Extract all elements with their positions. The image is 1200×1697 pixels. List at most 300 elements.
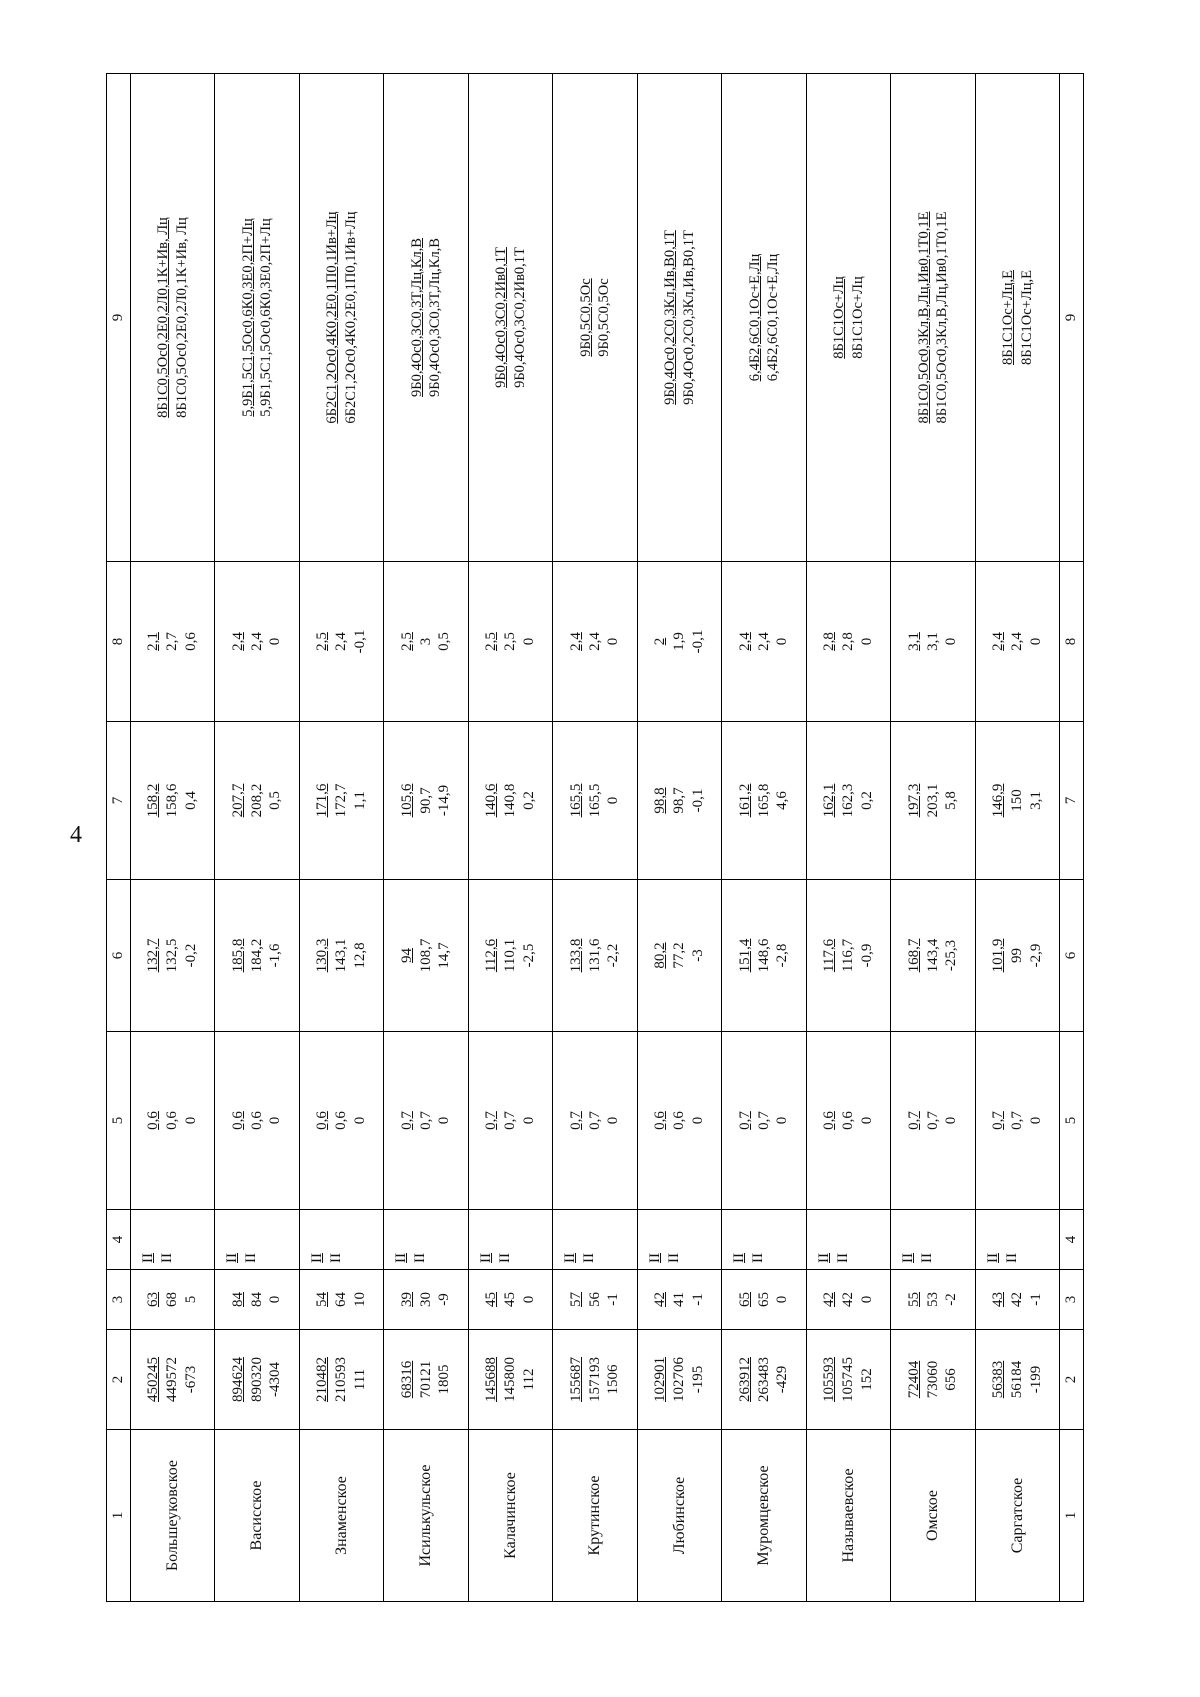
cell-c7 xyxy=(806,722,891,880)
cell-c6 xyxy=(384,880,469,1032)
cell-value: 6,4Б2,6С0,1Ос+Е,Лц xyxy=(746,253,763,382)
cell-value: 140,8 xyxy=(502,783,519,818)
cell-c2 xyxy=(722,1330,807,1430)
cell-value: -1 xyxy=(1027,1293,1044,1306)
cell-c4 xyxy=(215,1210,300,1270)
cell-value: 0 xyxy=(774,1116,791,1125)
cell-value: II xyxy=(731,1253,748,1263)
cell-value: II xyxy=(412,1253,428,1263)
district-name: Васисское xyxy=(215,1430,300,1602)
cell-c3 xyxy=(299,1270,384,1330)
cell-c2 xyxy=(891,1330,976,1430)
cell-c5 xyxy=(130,1032,215,1210)
cell-value: 30 xyxy=(417,1292,434,1307)
cell-value: 43 xyxy=(990,1292,1007,1307)
cell-value: 2,5 xyxy=(483,632,500,651)
cell-c5 xyxy=(299,1032,384,1210)
cell-value: 8Б1С1Ос+Лц,Е xyxy=(1000,270,1017,365)
cell-value: 8Б1С1Ос+Лц,Е xyxy=(1018,270,1035,365)
cell-value: 162,3 xyxy=(840,783,857,818)
cell-value: 197,3 xyxy=(905,783,922,818)
cell-value: 0,6 xyxy=(652,1111,669,1130)
cell-value: 0 xyxy=(182,1116,199,1125)
cell-value: 152 xyxy=(858,1368,875,1391)
cell-c3 xyxy=(468,1270,553,1330)
cell-value: -2 xyxy=(943,1293,960,1306)
cell-c9 xyxy=(975,74,1060,562)
cell-value: 162,1 xyxy=(821,783,838,818)
table-row xyxy=(975,74,1060,1602)
cell-value: 158,2 xyxy=(145,783,162,818)
cell-c4 xyxy=(468,1210,553,1270)
cell-value: 0,7 xyxy=(502,1111,519,1130)
cell-value: 0,6 xyxy=(821,1111,838,1130)
cell-value: -2,9 xyxy=(1027,943,1044,968)
cell-value: 208,2 xyxy=(248,783,265,818)
cell-value: 105,6 xyxy=(398,783,415,818)
footer-cell: 4 xyxy=(1060,1210,1084,1270)
cell-value: 0,6 xyxy=(229,1111,246,1130)
cell-value: 3,1 xyxy=(905,632,922,651)
cell-value: 145688 xyxy=(483,1357,500,1402)
cell-c7 xyxy=(891,722,976,880)
cell-value: 8Б1С1Ос+Лц xyxy=(831,276,848,359)
district-name: Крутинское xyxy=(553,1430,638,1602)
cell-value: 2,4 xyxy=(567,632,584,651)
cell-value: 155687 xyxy=(567,1357,584,1402)
cell-value: 110,1 xyxy=(502,938,519,973)
cell-value: 0,7 xyxy=(755,1111,772,1130)
cell-value: II xyxy=(224,1253,241,1263)
cell-c4 xyxy=(299,1210,384,1270)
cell-c8 xyxy=(722,562,807,722)
cell-value: 0,5 xyxy=(267,791,284,810)
cell-c6 xyxy=(722,880,807,1032)
cell-c2 xyxy=(975,1330,1060,1430)
cell-value: 56383 xyxy=(990,1360,1007,1399)
cell-value: 2,4 xyxy=(586,632,603,651)
cell-value: 210482 xyxy=(314,1357,331,1402)
cell-value: 0 xyxy=(774,637,791,646)
district-name: Омское xyxy=(891,1430,976,1602)
cell-value: 263483 xyxy=(755,1357,772,1402)
cell-value: 45 xyxy=(502,1292,519,1307)
cell-value: 0,7 xyxy=(483,1111,500,1130)
cell-c4 xyxy=(384,1210,469,1270)
cell-value: 72404 xyxy=(905,1360,922,1399)
cell-value: 2,4 xyxy=(248,632,265,651)
cell-c4 xyxy=(553,1210,638,1270)
cell-value: 2,1 xyxy=(145,632,162,651)
cell-c7 xyxy=(975,722,1060,880)
cell-value: 5,9Б1,5С1,5Ос0,6К0,3Е0,2П+Лц xyxy=(258,218,274,417)
cell-value: -1,6 xyxy=(267,943,284,968)
cell-value: -1 xyxy=(689,1293,706,1306)
cell-value: -9 xyxy=(436,1293,453,1306)
cell-value: 151,4 xyxy=(736,938,753,973)
cell-value: 68316 xyxy=(398,1360,415,1399)
cell-value: 84 xyxy=(248,1292,265,1307)
cell-value: -0,9 xyxy=(858,943,875,968)
cell-value: 0 xyxy=(605,637,622,646)
cell-value: -4304 xyxy=(267,1362,284,1397)
cell-value: 0 xyxy=(351,1116,368,1125)
cell-value: 56184 xyxy=(1009,1360,1026,1399)
cell-value: 9Б0,4Ос0,3С0,3Т,Лц,Кл,В xyxy=(408,238,425,397)
cell-value: 42 xyxy=(840,1292,857,1307)
cell-c5 xyxy=(891,1032,976,1210)
cell-value: II xyxy=(1003,1253,1020,1263)
cell-c5 xyxy=(384,1032,469,1210)
cell-c9 xyxy=(891,74,976,562)
cell-value: 0 xyxy=(1027,1116,1044,1125)
cell-value: -14,9 xyxy=(436,784,453,817)
table-row xyxy=(299,74,384,1602)
cell-value: II xyxy=(562,1253,579,1263)
header-cell: 7 xyxy=(107,722,131,880)
cell-value: 9Б0,4Ос0,2С0,3Кл,Ив,В0,1Т xyxy=(680,230,697,405)
cell-value: 9Б0,4Ос0,2С0,3Кл,Ив,В0,1Т xyxy=(662,230,679,405)
cell-value: -0,1 xyxy=(689,788,706,813)
cell-value: 132,5 xyxy=(164,938,181,973)
cell-value: 105593 xyxy=(821,1357,838,1402)
cell-value: 0 xyxy=(858,1295,875,1304)
cell-value: 1,9 xyxy=(671,632,688,651)
cell-value: 2,4 xyxy=(755,632,772,651)
cell-value: 0,2 xyxy=(520,791,537,810)
cell-c4 xyxy=(722,1210,807,1270)
cell-value: 80,2 xyxy=(652,942,669,969)
cell-value: 42 xyxy=(1009,1292,1026,1307)
cell-value: II xyxy=(646,1253,663,1263)
cell-value: II xyxy=(834,1253,851,1263)
footer-cell: 1 xyxy=(1060,1430,1084,1602)
cell-value: 9Б0,5С0,5Ос xyxy=(577,278,594,357)
cell-value: -195 xyxy=(689,1365,706,1394)
cell-value: 1805 xyxy=(436,1364,453,1395)
cell-value: 108,7 xyxy=(417,938,434,973)
district-name: Большеуковское xyxy=(130,1430,215,1602)
cell-c5 xyxy=(553,1032,638,1210)
table-row xyxy=(215,74,300,1602)
cell-value: 5 xyxy=(182,1295,199,1304)
cell-value: 8Б1С0,5Ос0,3Кл,В,Лц,Ив0,1Т0,1Е xyxy=(934,211,950,424)
cell-c6 xyxy=(215,880,300,1032)
cell-value: -2,5 xyxy=(520,943,537,968)
cell-value: 0 xyxy=(1027,637,1044,646)
cell-value: 0,6 xyxy=(314,1111,331,1130)
cell-c2 xyxy=(637,1330,722,1430)
cell-value: 133,8 xyxy=(567,938,584,973)
cell-value: 9Б0,4Ос0,3С0,3Т,Лц,Кл,В xyxy=(427,238,443,397)
cell-c8 xyxy=(468,562,553,722)
header-cell: 3 xyxy=(107,1270,131,1330)
footer-cell: 5 xyxy=(1060,1032,1084,1210)
cell-value: -0,1 xyxy=(689,629,706,654)
cell-value: 5,8 xyxy=(943,791,960,810)
cell-value: 185,8 xyxy=(229,938,246,973)
cell-value: II xyxy=(815,1253,832,1263)
footer-cell: 8 xyxy=(1060,562,1084,722)
footer-cell: 9 xyxy=(1060,74,1084,562)
cell-value: II xyxy=(900,1253,917,1263)
cell-value: 0 xyxy=(520,1295,537,1304)
header-cell: 2 xyxy=(107,1330,131,1430)
cell-value: 64 xyxy=(333,1292,350,1307)
cell-value: 0 xyxy=(267,1295,284,1304)
cell-c5 xyxy=(975,1032,1060,1210)
cell-value: -199 xyxy=(1027,1365,1044,1394)
cell-value: 98,7 xyxy=(671,787,688,814)
cell-value: 165,5 xyxy=(567,783,584,818)
cell-value: 56 xyxy=(586,1292,603,1307)
cell-value: 263912 xyxy=(736,1357,753,1402)
cell-value: 111 xyxy=(351,1368,368,1391)
cell-c6 xyxy=(637,880,722,1032)
cell-value: 42 xyxy=(652,1292,669,1307)
cell-value: II xyxy=(139,1253,156,1263)
cell-value: 55 xyxy=(905,1292,922,1307)
cell-c8 xyxy=(215,562,300,722)
cell-value: 65 xyxy=(736,1292,753,1307)
footer-cell: 7 xyxy=(1060,722,1084,880)
cell-value: 6,4Б2,6С0,1Ос+Е,Лц xyxy=(765,253,781,382)
cell-c3 xyxy=(806,1270,891,1330)
cell-c6 xyxy=(130,880,215,1032)
cell-value: 8Б1С0,5Ос0,3Кл,В,Лц,Ив0,1Т0,1Е xyxy=(915,211,932,424)
cell-c9 xyxy=(637,74,722,562)
table-row xyxy=(384,74,469,1602)
cell-value: 3 xyxy=(417,637,434,646)
cell-value: 12,8 xyxy=(351,942,368,969)
cell-value: 0,7 xyxy=(905,1111,922,1130)
cell-value: 168,7 xyxy=(905,938,922,973)
cell-value: 8Б1С0,5Ос0,2Е0,2Л0,1К+Ив, Лц xyxy=(155,217,172,418)
header-cell: 9 xyxy=(107,74,131,562)
district-name: Муромцевское xyxy=(722,1430,807,1602)
cell-value: 10 xyxy=(351,1292,368,1307)
cell-value: 0,7 xyxy=(990,1111,1007,1130)
cell-c3 xyxy=(891,1270,976,1330)
cell-c3 xyxy=(637,1270,722,1330)
cell-c5 xyxy=(215,1032,300,1210)
cell-c2 xyxy=(553,1330,638,1430)
cell-value: II xyxy=(665,1253,682,1263)
footer-cell: 2 xyxy=(1060,1330,1084,1430)
cell-value: 98,8 xyxy=(652,787,669,814)
cell-c6 xyxy=(806,880,891,1032)
cell-value: 0 xyxy=(436,1116,453,1125)
cell-value: 8Б1С0,5Ос0,2Е0,2Л0,1К+Ив, Лц xyxy=(173,217,190,418)
cell-c2 xyxy=(215,1330,300,1430)
cell-value: 102901 xyxy=(652,1357,669,1402)
cell-c6 xyxy=(553,880,638,1032)
cell-c6 xyxy=(299,880,384,1032)
cell-value: 449572 xyxy=(164,1357,181,1402)
cell-c4 xyxy=(130,1210,215,1270)
cell-value: 1,1 xyxy=(351,791,368,810)
cell-c9 xyxy=(806,74,891,562)
district-name: Саргатское xyxy=(975,1430,1060,1602)
header-cell: 4 xyxy=(107,1210,131,1270)
cell-value: 4,6 xyxy=(774,791,791,810)
cell-c6 xyxy=(891,880,976,1032)
cell-value: 172,7 xyxy=(333,783,350,818)
cell-c9 xyxy=(468,74,553,562)
cell-value: 90,7 xyxy=(417,787,434,814)
cell-value: 203,1 xyxy=(924,783,941,818)
cell-c8 xyxy=(637,562,722,722)
cell-c7 xyxy=(130,722,215,880)
cell-c3 xyxy=(722,1270,807,1330)
cell-c5 xyxy=(722,1032,807,1210)
cell-c2 xyxy=(384,1330,469,1430)
cell-value: 130,3 xyxy=(314,938,331,973)
cell-c7 xyxy=(215,722,300,880)
cell-c4 xyxy=(637,1210,722,1270)
footer-cell: 6 xyxy=(1060,880,1084,1032)
cell-value: 0,6 xyxy=(164,1111,181,1130)
district-name: Знаменское xyxy=(299,1430,384,1602)
cell-value: 0 xyxy=(774,1295,791,1304)
rotated-table-container xyxy=(106,74,1084,1602)
cell-c8 xyxy=(553,562,638,722)
cell-value: 0,6 xyxy=(333,1111,350,1130)
cell-value: -2,2 xyxy=(605,943,622,968)
cell-value: -0,2 xyxy=(182,943,199,968)
cell-c3 xyxy=(975,1270,1060,1330)
cell-value: 14,7 xyxy=(436,942,453,969)
cell-value: 101,9 xyxy=(990,938,1007,973)
cell-value: 0 xyxy=(605,1116,622,1125)
cell-value: 450245 xyxy=(145,1357,162,1402)
cell-value: 9Б0,4Ос0,3С0,2Ив0,1Т xyxy=(493,247,510,388)
cell-value: II xyxy=(327,1253,344,1263)
cell-c2 xyxy=(468,1330,553,1430)
cell-value: 2,5 xyxy=(314,632,331,651)
cell-value: 57 xyxy=(567,1292,584,1307)
cell-value: 2,8 xyxy=(840,632,857,651)
cell-c5 xyxy=(468,1032,553,1210)
cell-value: 3,1 xyxy=(924,632,941,651)
cell-value: -3 xyxy=(689,949,706,962)
cell-value: 0,7 xyxy=(398,1111,415,1130)
cell-c9 xyxy=(299,74,384,562)
cell-value: 0,6 xyxy=(145,1111,162,1130)
cell-value: 150 xyxy=(1009,789,1026,812)
cell-c5 xyxy=(637,1032,722,1210)
cell-value: 70121 xyxy=(417,1360,434,1399)
cell-value: 1506 xyxy=(605,1364,622,1395)
table-row xyxy=(806,74,891,1602)
cell-value: 210593 xyxy=(333,1357,350,1402)
cell-value: II xyxy=(581,1253,597,1263)
cell-value: 99 xyxy=(1009,948,1026,963)
header-cell: 5 xyxy=(107,1032,131,1210)
cell-value: 0,7 xyxy=(586,1111,603,1130)
district-name: Любинское xyxy=(637,1430,722,1602)
cell-c7 xyxy=(299,722,384,880)
cell-c6 xyxy=(468,880,553,1032)
cell-c2 xyxy=(130,1330,215,1430)
cell-value: 102706 xyxy=(671,1357,688,1402)
cell-value: 84 xyxy=(229,1292,246,1307)
cell-value: 0,5 xyxy=(436,632,453,651)
cell-value: 9Б0,5С0,5Ос xyxy=(596,278,612,357)
cell-c7 xyxy=(722,722,807,880)
cell-value: 132,7 xyxy=(145,938,162,973)
cell-value: -25,3 xyxy=(943,939,960,972)
cell-c7 xyxy=(384,722,469,880)
cell-value: II xyxy=(496,1253,513,1263)
cell-value: 148,6 xyxy=(755,938,772,973)
cell-value: -429 xyxy=(774,1365,791,1394)
cell-value: 0 xyxy=(943,1116,960,1125)
cell-value: 2,5 xyxy=(398,632,415,651)
cell-value: 2,4 xyxy=(333,632,350,651)
cell-value: 112 xyxy=(520,1368,537,1391)
cell-value: 0,7 xyxy=(1009,1111,1026,1130)
cell-value: -0,1 xyxy=(351,629,368,654)
cell-value: 42 xyxy=(821,1292,838,1307)
cell-value: 158,6 xyxy=(164,783,181,818)
cell-c3 xyxy=(384,1270,469,1330)
cell-value: 0 xyxy=(267,637,284,646)
cell-value: 54 xyxy=(314,1292,331,1307)
cell-c9 xyxy=(130,74,215,562)
header-cell: 8 xyxy=(107,562,131,722)
cell-value: 0 xyxy=(520,1116,537,1125)
cell-value: 0,2 xyxy=(858,791,875,810)
cell-c8 xyxy=(299,562,384,722)
cell-value: -1 xyxy=(605,1293,622,1306)
cell-value: 656 xyxy=(943,1368,960,1391)
cell-value: 0,7 xyxy=(567,1111,584,1130)
cell-value: 146,9 xyxy=(990,783,1007,818)
cell-value: 117,6 xyxy=(821,938,838,973)
cell-value: 63 xyxy=(145,1292,162,1307)
cell-value: 0,6 xyxy=(840,1111,857,1130)
cell-c2 xyxy=(299,1330,384,1430)
cell-value: 68 xyxy=(164,1292,181,1307)
cell-value: 165,8 xyxy=(755,783,772,818)
cell-c4 xyxy=(891,1210,976,1270)
cell-value: 2,4 xyxy=(229,632,246,651)
header-cell: 6 xyxy=(107,880,131,1032)
table-row xyxy=(468,74,553,1602)
cell-value: II xyxy=(477,1253,494,1263)
cell-value: 73060 xyxy=(924,1360,941,1399)
cell-c3 xyxy=(130,1270,215,1330)
forestry-table xyxy=(106,73,1084,1602)
cell-value: -2,8 xyxy=(774,943,791,968)
cell-value: 890320 xyxy=(248,1357,265,1402)
cell-value: 112,6 xyxy=(483,938,500,973)
cell-value: 2,7 xyxy=(164,632,181,651)
cell-c8 xyxy=(891,562,976,722)
cell-value: 184,2 xyxy=(248,938,265,973)
cell-value: 77,2 xyxy=(671,942,688,969)
cell-value: 131,6 xyxy=(586,938,603,973)
cell-value: 143,4 xyxy=(924,938,941,973)
cell-value: 8Б1С1Ос+Лц xyxy=(849,276,866,359)
cell-c3 xyxy=(553,1270,638,1330)
cell-value: 116,7 xyxy=(840,938,857,973)
cell-value: 65 xyxy=(755,1292,772,1307)
cell-value: 161,2 xyxy=(736,783,753,818)
cell-value: 0,6 xyxy=(248,1111,265,1130)
cell-c3 xyxy=(215,1270,300,1330)
